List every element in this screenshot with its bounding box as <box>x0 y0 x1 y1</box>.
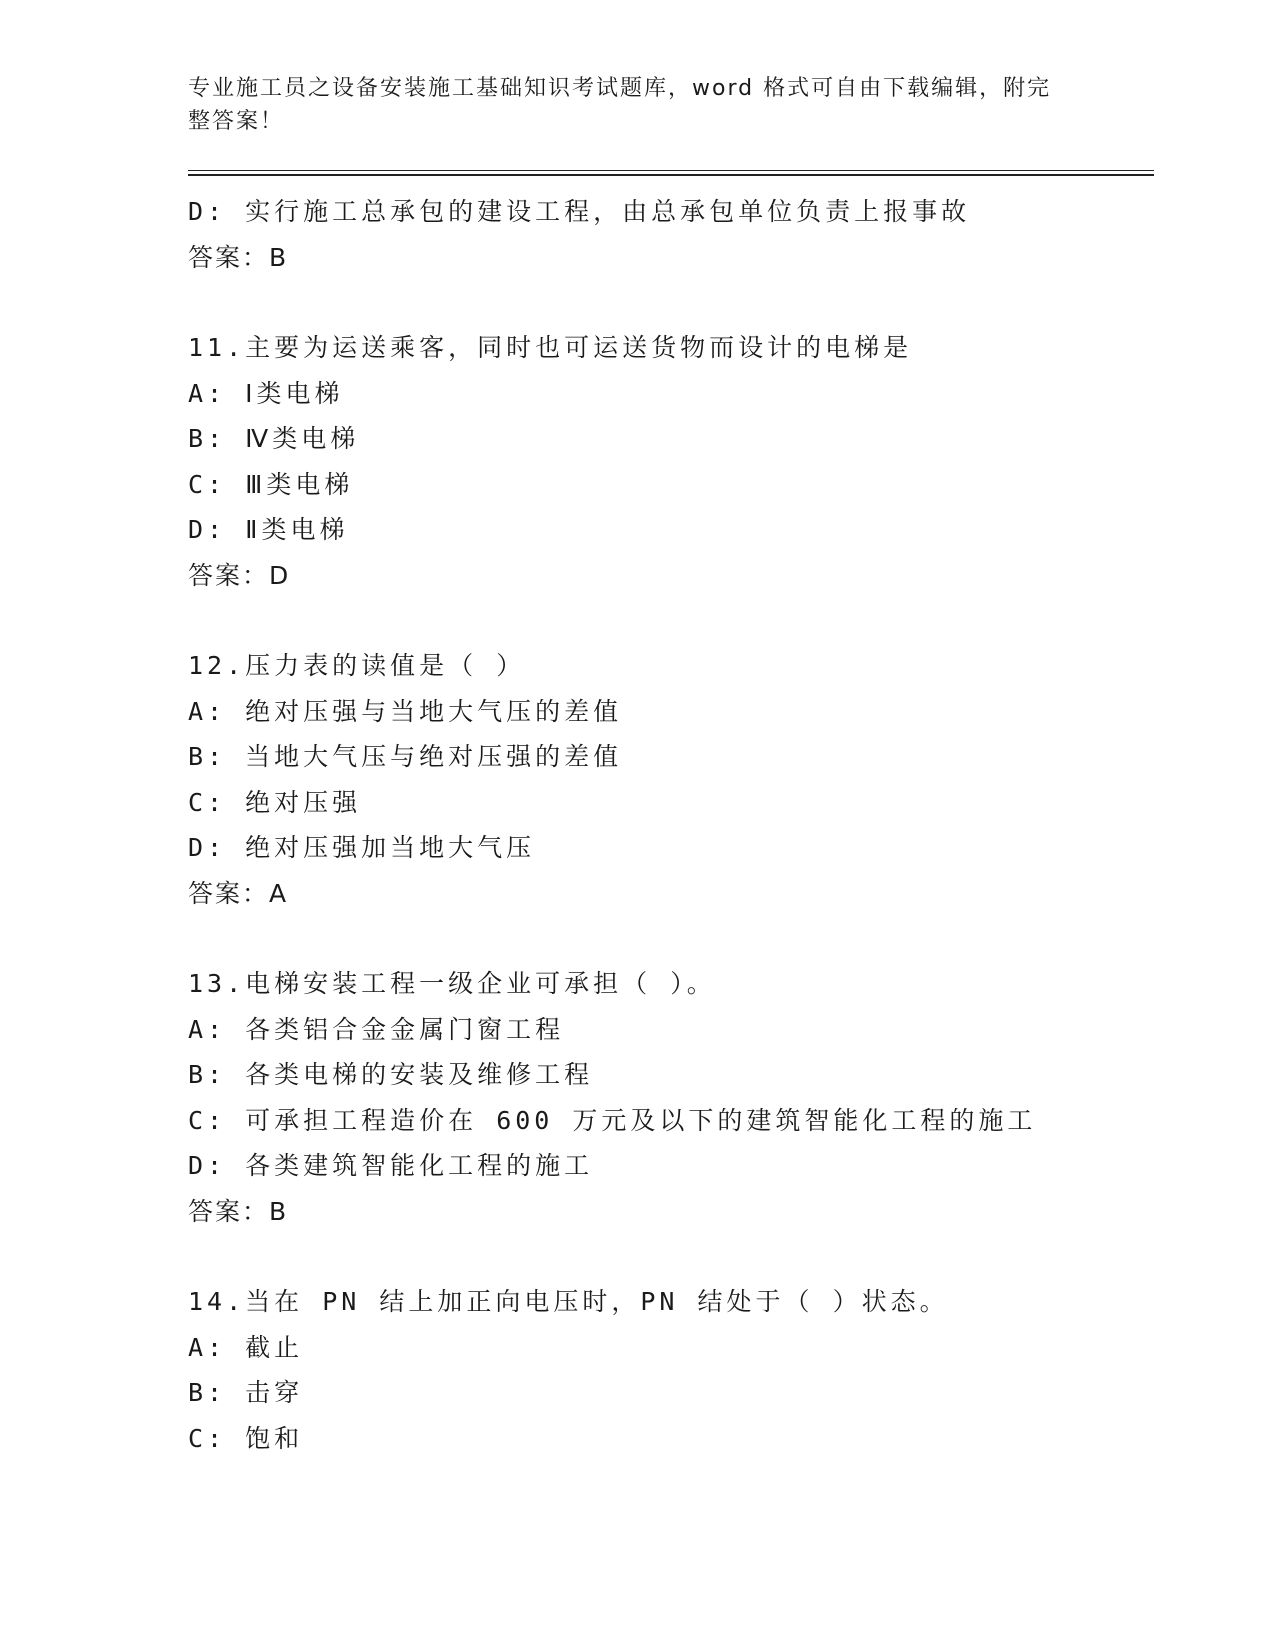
question-list <box>188 189 1168 1461</box>
option-c: C: 饱和 <box>188 1423 304 1453</box>
option-b: B: 各类电梯的安装及维修工程 <box>188 1060 594 1089</box>
answer: 答案：A <box>188 878 289 908</box>
option-c: C: 绝对压强 <box>188 787 362 817</box>
question-stem: 11.主要为运送乘客，同时也可运送货物而设计的电梯是 <box>188 333 913 362</box>
answer: 答案：B <box>188 1196 289 1226</box>
option-d: D: Ⅱ类电梯 <box>188 515 349 544</box>
question-14 <box>188 1279 1168 1461</box>
header-rule-thick <box>188 174 1154 176</box>
option-b: B: Ⅳ类电梯 <box>188 424 360 453</box>
option-a: A: 截止 <box>188 1332 304 1362</box>
option-a: A: 各类铝合金金属门窗工程 <box>188 1014 565 1044</box>
option-c: C: Ⅲ类电梯 <box>188 469 354 499</box>
option-d: D: 各类建筑智能化工程的施工 <box>188 1151 594 1180</box>
question-stem: 12.压力表的读值是（ ） <box>188 651 526 680</box>
option-d: D: 实行施工总承包的建设工程，由总承包单位负责上报事故 <box>188 197 971 226</box>
option-c: C: 可承担工程造价在 600 万元及以下的建筑智能化工程的施工 <box>188 1105 1037 1135</box>
header-rule-thin <box>188 170 1154 171</box>
answer: 答案：D <box>188 560 291 590</box>
option-b: B: 当地大气压与绝对压强的差值 <box>188 742 623 771</box>
answer: 答案：B <box>188 242 289 272</box>
spacer <box>188 916 1168 961</box>
question-stem: 13.电梯安装工程一级企业可承担（ ）。 <box>188 969 716 998</box>
spacer <box>188 1234 1168 1279</box>
option-a: A: Ⅰ类电梯 <box>188 378 344 408</box>
question-12 <box>188 643 1168 916</box>
spacer <box>188 280 1168 325</box>
question-stem: 14.当在 PN 结上加正向电压时，PN 结处于（ ）状态。 <box>188 1287 949 1316</box>
option-b: B: 击穿 <box>188 1378 304 1407</box>
question-10-continuation <box>188 189 1168 280</box>
question-11 <box>188 325 1168 598</box>
header-line-1: 专业施工员之设备安装施工基础知识考试题库，word 格式可自由下载编辑，附完 <box>188 76 1052 101</box>
question-13 <box>188 961 1168 1234</box>
option-d: D: 绝对压强加当地大气压 <box>188 833 536 862</box>
option-a: A: 绝对压强与当地大气压的差值 <box>188 696 623 726</box>
document-header <box>188 72 1068 138</box>
spacer <box>188 598 1168 643</box>
header-line-2: 整答案！ <box>188 109 285 134</box>
